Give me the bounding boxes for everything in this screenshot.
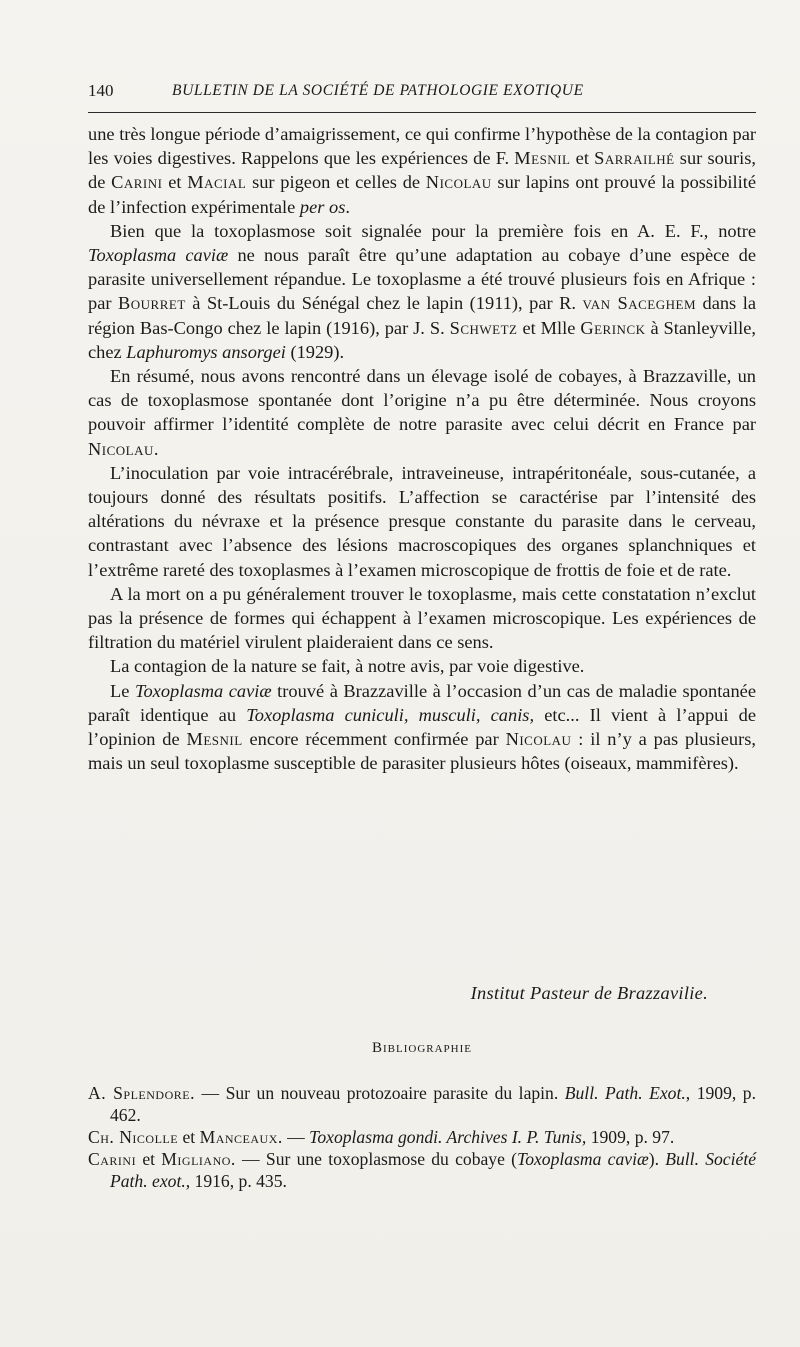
author-name: Mesnil xyxy=(186,729,243,750)
header-rule xyxy=(88,112,756,113)
journal-name: Bull. Société Path. exot., xyxy=(110,1149,757,1191)
article-body xyxy=(88,122,756,775)
author-name: Nicolau xyxy=(88,438,154,459)
text-span: etc... Il vient à l’appui de l’opinion de xyxy=(88,704,757,750)
species-name: Toxoplasma caviæ xyxy=(134,680,272,701)
author-name: Nicolau xyxy=(505,729,572,750)
author-name: Carini xyxy=(88,1149,137,1169)
text-span: (1929). xyxy=(285,341,345,362)
text-span: à Stanleyville, chez xyxy=(88,317,756,362)
bibliography-entry xyxy=(88,1082,756,1126)
bibliography-entry xyxy=(88,1148,756,1192)
text-span: 1916, p. 435. xyxy=(190,1171,287,1191)
author-name: Sarrailhé xyxy=(594,148,675,169)
text-span: En résumé, nous avons rencontré dans un élevage isolé de cobayes, à Brazzaville, un cas de toxoplasmose spontanée dont l’origine n’a pu être déterminée. Nous croyons pouvoir affirmer l’identité complète de notre parasite avec celui décrit en France par xyxy=(88,366,756,435)
text-span: une très longue période d’amaigrissement, ce qui confirme l’hypothèse de la contagion par les voies digestives. Rappelons que les expériences de F. xyxy=(88,124,756,169)
author-name: Ch. Nicolle xyxy=(88,1127,179,1147)
text-span: Le xyxy=(110,680,135,701)
author-name: Mesnil xyxy=(514,148,571,169)
text-span: encore récemment confirmée par xyxy=(242,729,506,750)
species-name: Toxoplasma cuniculi, musculi, canis, xyxy=(246,704,535,725)
paragraph-3 xyxy=(88,364,756,461)
author-name: Gerinck xyxy=(580,317,646,338)
journal-name: Bull. Path. Exot. xyxy=(564,1083,686,1103)
journal-name: Toxoplasma gondi. Archives I. P. Tunis, xyxy=(309,1127,587,1147)
text-span: , 1909, p. 462. xyxy=(110,1083,756,1125)
text-span: ). xyxy=(648,1149,666,1169)
author-name: A. Splendore. xyxy=(88,1083,195,1103)
text-span: — Sur un nouveau protozoaire parasite du lapin. xyxy=(194,1083,565,1103)
text-span: — xyxy=(282,1127,310,1147)
running-head xyxy=(88,78,756,106)
text-span: et xyxy=(136,1149,162,1169)
latin-term: per os xyxy=(299,196,346,217)
text-span: : il n’y a pas plusieurs, mais un seul toxoplasme susceptible de parasiter plusieurs hôtes (oiseaux, mammifères). xyxy=(88,729,756,774)
text-span: sur souris, de xyxy=(88,148,756,193)
text-span: à St-Louis du Sénégal chez le lapin (1911), par R. xyxy=(185,293,583,314)
text-span: et Mlle xyxy=(517,317,581,338)
paragraph-6: La contagion de la nature se fait, à notre avis, par voie digestive. xyxy=(110,656,585,677)
species-name: Toxoplasma caviæ xyxy=(88,245,229,266)
text-span: sur pigeon et celles de xyxy=(246,172,426,193)
text-span: dans la région Bas-Congo chez le lapin (1916), par J. S. xyxy=(88,293,756,338)
text-span: ne nous paraît être qu’une adaptation au cobaye d’une espèce de parasite universellement répandue. Le toxoplasme a été trouvé plusieurs fois en Afrique : par xyxy=(88,245,756,314)
journal-title: BULLETIN DE LA SOCIÉTÉ DE PATHOLOGIE EXOTIQUE xyxy=(172,82,584,99)
author-name: Manceaux. xyxy=(199,1127,283,1147)
author-name: Macial xyxy=(187,172,247,193)
text-span: et xyxy=(178,1127,200,1147)
author-name: van Saceghem xyxy=(582,293,696,314)
paragraph-7 xyxy=(88,679,756,776)
text-span: sur lapins ont prouvé la possibilité de l’infection expérimentale xyxy=(88,172,756,217)
paragraph-2 xyxy=(88,219,756,364)
paragraph-5: A la mort on a pu généralement trouver le toxoplasme, mais cette constatation n’exclut pas la présence de formes qui échappent à l’examen microscopique. Les expériences de filtration du matériel virulent plaideraient dans ce sens. xyxy=(88,583,756,653)
text-span: et xyxy=(570,148,595,169)
text-span: . xyxy=(153,438,159,459)
text-span: Bien que la toxoplasmose soit signalée pour la première fois en A. E. F., notre xyxy=(110,220,756,241)
author-name: Migliano. xyxy=(161,1149,236,1169)
page-number: 140 xyxy=(88,81,114,100)
text-span: trouvé à Brazzaville à l’occasion d’un cas de maladie spontanée paraît identique au xyxy=(88,680,756,725)
species-name: Laphuromys ansorgei xyxy=(126,341,286,362)
institution-signature: Institut Pasteur de Brazzavilie. xyxy=(470,983,708,1003)
author-name: Schwetz xyxy=(449,317,518,338)
species-name: Toxoplasma caviæ xyxy=(517,1149,649,1169)
author-name: Carini xyxy=(111,172,163,193)
text-span: . xyxy=(345,196,350,217)
bibliography-title: Bibliographie xyxy=(372,1040,472,1056)
text-span: — Sur une toxoplasmose du cobaye ( xyxy=(235,1149,518,1169)
paragraph-4: L’inoculation par voie intracérébrale, intraveineuse, intrapéritonéale, sous-cutanée, a toujours donné des résultats positifs. L’affection se caractérise par l’intensité des altérations du névraxe et la présence presque constante du parasite dans le cerveau, contrastant avec l’absence des lésions macroscopiques des organes splanchniques et l’extrême rareté des toxoplasmes à l’examen microscopique de frottis de foie et de rate. xyxy=(88,462,756,580)
text-span: et xyxy=(162,172,188,193)
paragraph-1 xyxy=(88,122,756,219)
author-name: Nicolau xyxy=(425,172,492,193)
bibliography-entry xyxy=(88,1126,756,1148)
bibliography-list xyxy=(88,1082,756,1192)
text-span: 1909, p. 97. xyxy=(586,1127,675,1147)
author-name: Bourret xyxy=(118,293,186,314)
